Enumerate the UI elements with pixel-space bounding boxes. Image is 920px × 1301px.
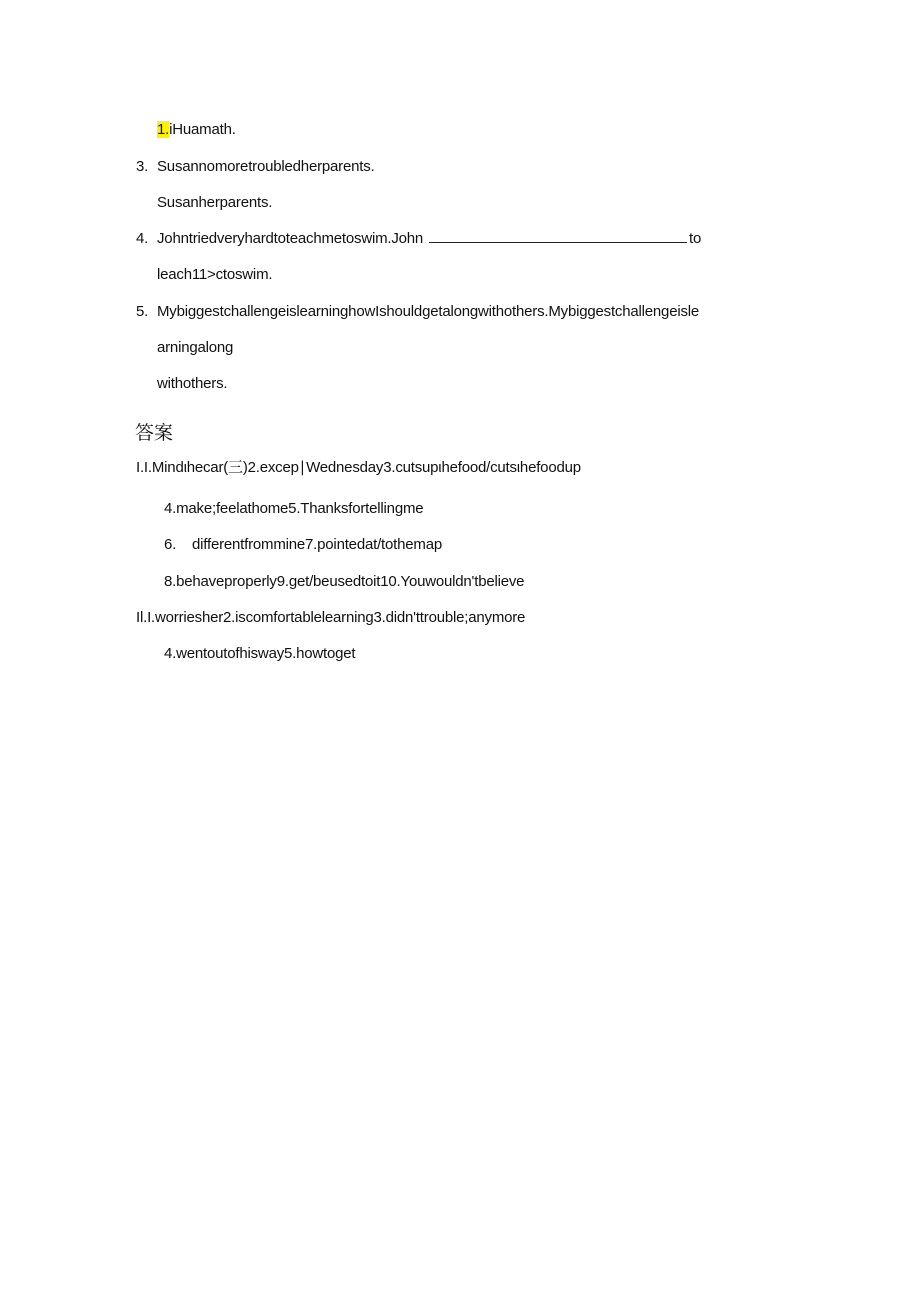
item-continuation: leach11>ctoswim.: [157, 266, 273, 283]
exercise-item-1: [157, 120, 236, 140]
exercise-item-3-rewrite: [157, 193, 272, 213]
exercise-item-4-continuation: [157, 265, 272, 285]
exercise-item-5-continuation-1: [157, 338, 233, 358]
exercise-item-3: [136, 157, 374, 177]
answers-heading: 答案: [135, 422, 174, 444]
exercise-item-5: [136, 302, 699, 322]
item-text: MybiggestchallengeislearninghowIshouldgetalongwithothers.Mybiggestchallengeisle: [157, 303, 700, 320]
item-continuation: arningalong: [157, 339, 234, 356]
fill-in-blank: [429, 230, 687, 243]
item-text: iHuamath.: [169, 121, 236, 138]
answers-part1-line-1: I.I.Mindιhecar(三)2.excep∣Wednesday3.cutsupιhefood/cutsιhefoodup: [136, 459, 581, 476]
answers-part1-line-4: 8.behaveproperly9.get/beusedtoit10.Youwouldn'tbelieve: [164, 573, 525, 590]
item-number: 5.: [136, 303, 149, 320]
answers-part2-line-1: Il.I.worriesher2.iscomfortablelearning3.didn'ttrouble;anymore: [136, 609, 526, 626]
item-continuation: withothers.: [157, 375, 228, 392]
item-rewrite-text: Susanherparents.: [157, 194, 273, 211]
highlighted-number: 1.: [157, 121, 170, 138]
answers-part1-line-2: 4.make;feelathome5.Thanksfortellingme: [164, 500, 424, 517]
exercise-item-4: [136, 229, 701, 249]
exercise-item-5-continuation-2: [157, 374, 227, 394]
answers-part2-line-2: 4.wentoutofhisway5.howtoget: [164, 645, 356, 662]
answer-number: 6.: [164, 536, 177, 553]
item-text-before: Johntriedveryhardtoteachmetoswim.John: [157, 230, 424, 247]
item-text-after: to: [689, 230, 702, 247]
item-number: 3.: [136, 158, 149, 175]
answer-text: differentfrommine7.pointedat/tothemap: [192, 536, 442, 553]
item-text: Susannomoretroubledherparents.: [157, 158, 375, 175]
item-number: 4.: [136, 230, 149, 247]
answers-part1-line-3: [164, 535, 442, 555]
